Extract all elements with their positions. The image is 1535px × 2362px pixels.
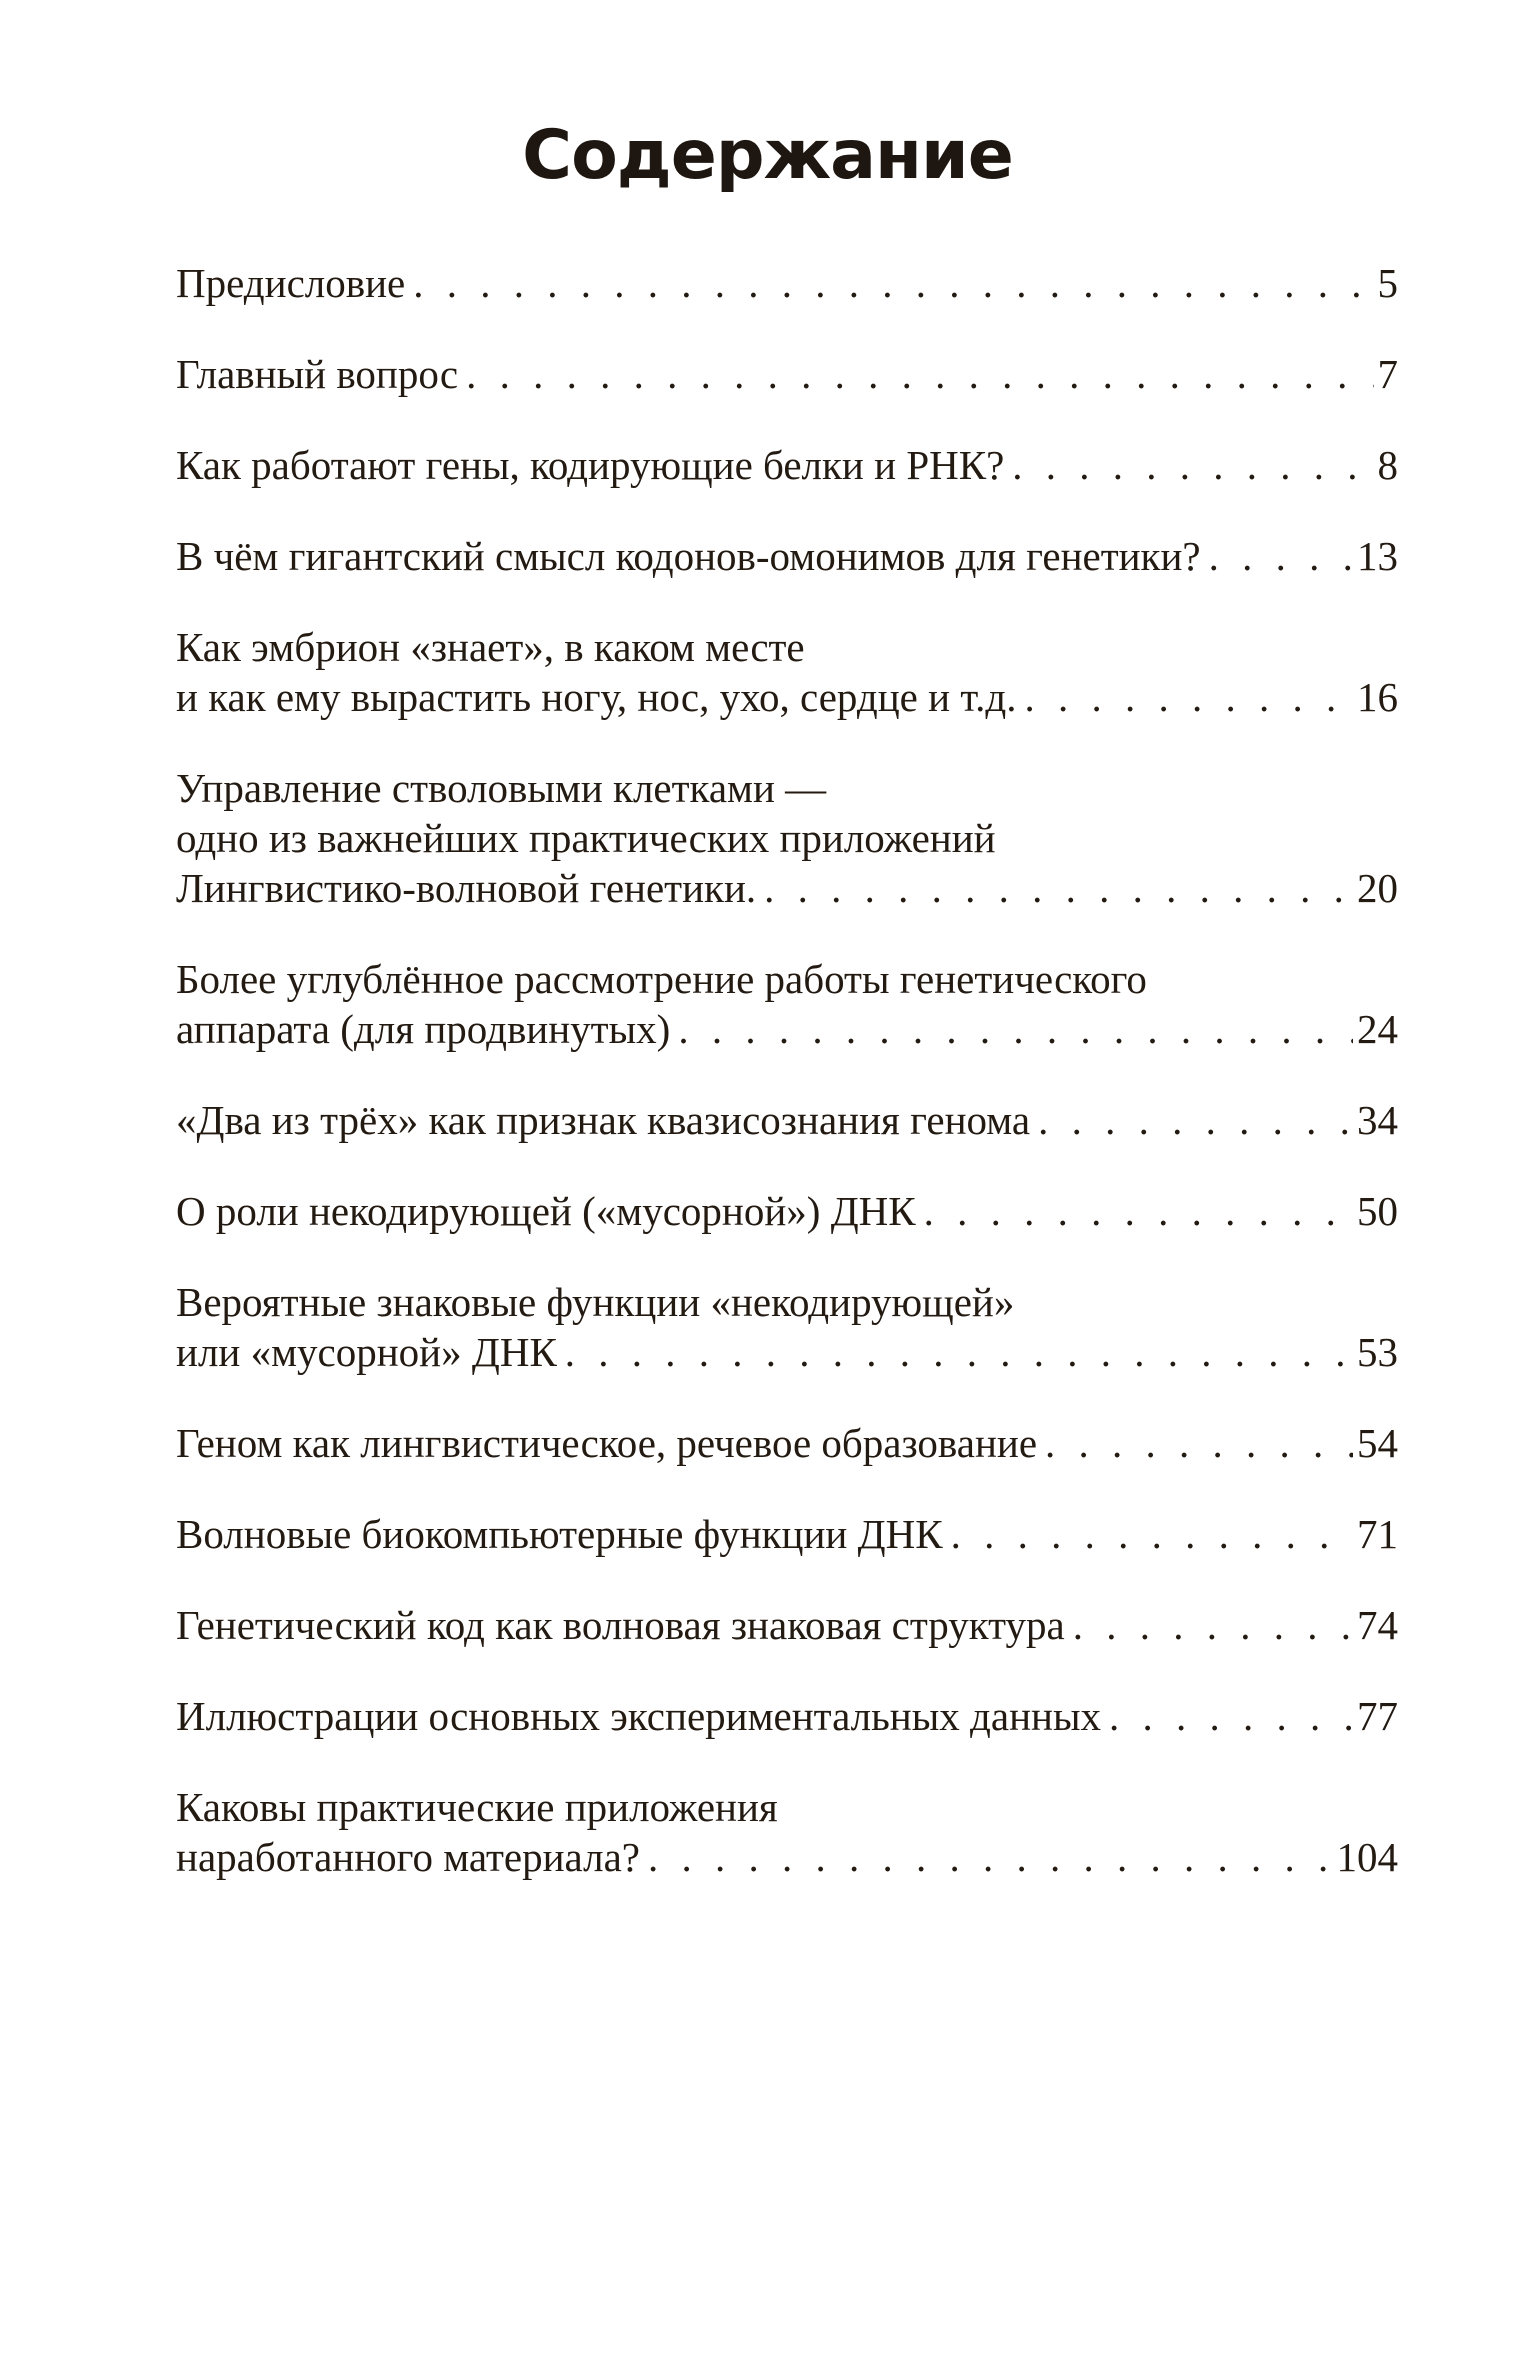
toc-entry-title-line: Как эмбрион «знает», в каком месте	[176, 624, 805, 670]
toc-entry-title-line: наработанного материала?	[176, 1834, 640, 1880]
dot-leader	[1012, 440, 1373, 490]
toc-entry-title-line: Иллюстрации основных экспериментальных данных	[176, 1693, 1102, 1739]
toc-entry[interactable]	[176, 531, 1398, 581]
dot-leader	[1045, 1418, 1353, 1468]
dot-leader	[951, 1509, 1353, 1559]
dot-leader	[565, 1327, 1353, 1377]
toc-entry[interactable]	[176, 1509, 1398, 1559]
toc-entry-page-number: 54	[1357, 1420, 1398, 1466]
toc-entry-page-number: 104	[1336, 1834, 1398, 1880]
toc-entry-title-line: Главный вопрос	[176, 351, 459, 397]
toc-entry-title-line: аппарата (для продвинутых)	[176, 1006, 671, 1052]
dot-leader	[1073, 1600, 1353, 1650]
toc-entry-row	[176, 672, 1398, 722]
dot-leader	[413, 258, 1373, 308]
toc-entry-row	[176, 1327, 1398, 1377]
toc-entry-page-number: 50	[1357, 1188, 1398, 1234]
toc-entry[interactable]	[176, 1691, 1398, 1741]
toc-entry-title-line: Каковы практические приложения	[176, 1784, 778, 1830]
toc-entry[interactable]	[176, 349, 1398, 399]
toc-entry-row	[176, 1186, 1398, 1236]
toc-entry-row	[176, 1418, 1398, 1468]
toc-entry[interactable]	[176, 1600, 1398, 1650]
toc-entry-row	[176, 1004, 1398, 1054]
toc-entry-row	[176, 531, 1398, 581]
dot-leader	[678, 1004, 1353, 1054]
dot-leader	[764, 863, 1353, 913]
toc-entry-page-number: 77	[1357, 1693, 1398, 1739]
toc-entry[interactable]	[176, 622, 1398, 722]
toc-entry-row	[176, 1095, 1398, 1145]
toc-entry-title-line: Как работают гены, кодирующие белки и РНК?	[176, 442, 1005, 488]
toc-entry-title-line: В чём гигантский смысл кодонов-омонимов для генетики?	[176, 533, 1201, 579]
toc-entry-title-line: Геном как лингвистическое, речевое образование	[176, 1420, 1038, 1466]
toc-entry[interactable]	[176, 1418, 1398, 1468]
dot-leader	[924, 1186, 1353, 1236]
toc-entry-row	[176, 258, 1398, 308]
dot-leader	[466, 349, 1373, 399]
toc-entry-row	[176, 349, 1398, 399]
toc-entry-page-number: 8	[1377, 442, 1398, 488]
toc-entry[interactable]	[176, 1095, 1398, 1145]
toc-entry[interactable]	[176, 258, 1398, 308]
table-of-contents	[176, 258, 1398, 1923]
toc-entry-title-line: или «мусорной» ДНК	[176, 1329, 557, 1375]
toc-entry-title-line: Генетический код как волновая знаковая структура	[176, 1602, 1065, 1648]
toc-entry-page-number: 71	[1357, 1511, 1398, 1557]
toc-entry[interactable]	[176, 1186, 1398, 1236]
toc-entry-page-number: 5	[1377, 260, 1398, 306]
toc-entry-title-line: Лингвистико-волновой генетики.	[176, 865, 757, 911]
toc-entry-page-number: 34	[1357, 1097, 1398, 1143]
toc-entry-row	[176, 1691, 1398, 1741]
dot-leader	[1038, 1095, 1353, 1145]
toc-entry[interactable]	[176, 763, 1398, 913]
toc-entry-title-line: и как ему вырастить ногу, нос, ухо, сердце и т.д.	[176, 674, 1017, 720]
toc-entry-title-line: Управление стволовыми клетками —	[176, 765, 827, 811]
toc-entry-title-line: «Два из трёх» как признак квазисознания генома	[176, 1097, 1031, 1143]
toc-entry-title-line: одно из важнейших практических приложений	[176, 815, 996, 861]
contents-title: Содержание	[522, 116, 1013, 195]
dot-leader	[1109, 1691, 1353, 1741]
toc-entry-row	[176, 1832, 1398, 1882]
dot-leader	[1209, 531, 1353, 581]
toc-entry-page-number: 74	[1357, 1602, 1398, 1648]
toc-entry-row	[176, 440, 1398, 490]
toc-entry-row	[176, 863, 1398, 913]
toc-entry[interactable]	[176, 1277, 1398, 1377]
toc-entry-page-number: 13	[1357, 533, 1398, 579]
toc-entry-title-line: О роли некодирующей («мусорной») ДНК	[176, 1188, 916, 1234]
dot-leader	[648, 1832, 1333, 1882]
toc-entry-title-line: Более углублённое рассмотрение работы генетического	[176, 956, 1147, 1002]
toc-entry[interactable]	[176, 1782, 1398, 1882]
toc-entry-page-number: 7	[1377, 351, 1398, 397]
dot-leader	[1025, 672, 1353, 722]
toc-entry-page-number: 20	[1357, 865, 1398, 911]
toc-entry-row	[176, 1509, 1398, 1559]
toc-entry[interactable]	[176, 954, 1398, 1054]
toc-entry-page-number: 53	[1357, 1329, 1398, 1375]
toc-entry-title-line: Волновые биокомпьютерные функции ДНК	[176, 1511, 943, 1557]
toc-entry-page-number: 24	[1357, 1006, 1398, 1052]
toc-entry-page-number: 16	[1357, 674, 1398, 720]
toc-entry-title-line: Предисловие	[176, 260, 406, 306]
toc-entry-row	[176, 1600, 1398, 1650]
toc-entry[interactable]	[176, 440, 1398, 490]
toc-entry-title-line: Вероятные знаковые функции «некодирующей»	[176, 1279, 1015, 1325]
